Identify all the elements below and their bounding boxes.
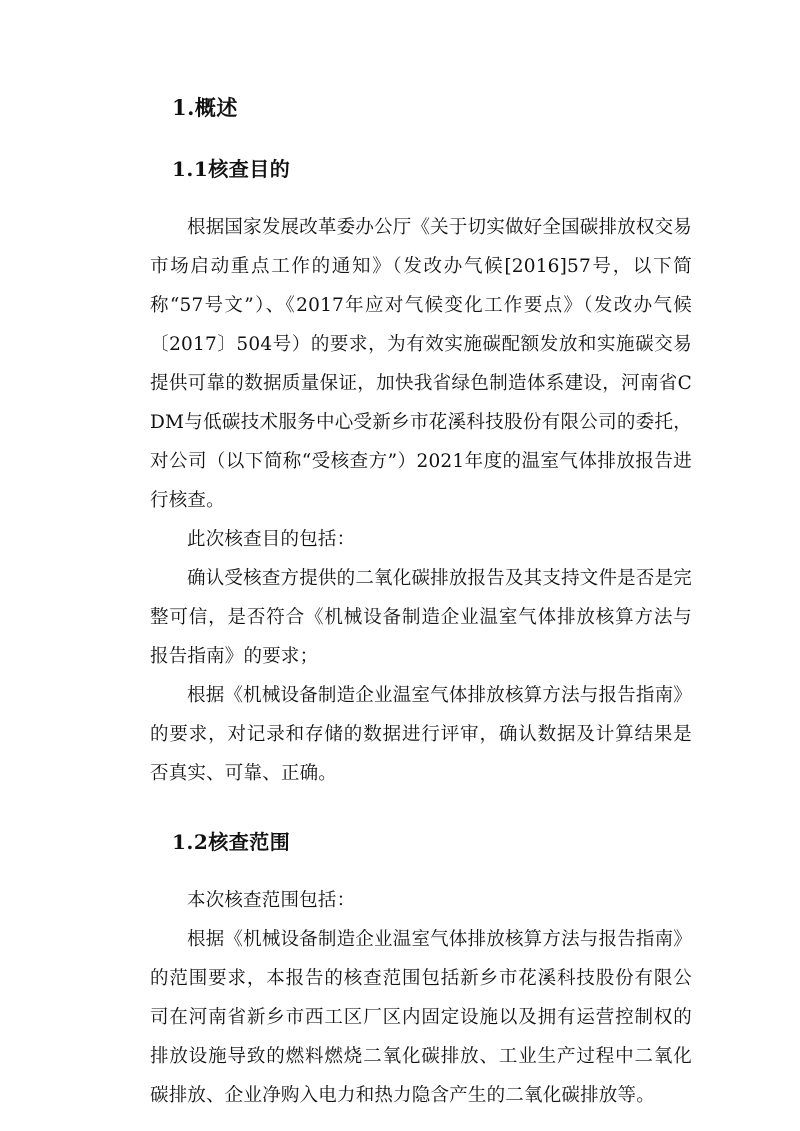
section-heading-overview: 1.概述: [172, 95, 238, 120]
document-body: [150, 92, 692, 1115]
paragraph: 根据国家发展改革委办公厅《关于切实做好全国碳排放权交易市场启动重点工作的通知》（发改办气候[2016]57号，以下简称“57号文”）、《2017年应对气候变化工作要点》（发改办气候〔2017〕504号）的要求，为有效实施碳配额发放和实施碳交易提供可靠的数据质量保证，加快我省绿色制造体系建设，河南省CDM与低碳技术服务中心受新乡市花溪科技股份有限公司的委托，对公司（以下简称“受核查方”）2021年度的温室气体排放报告进行核查。: [150, 216, 692, 511]
spacer: [150, 184, 692, 208]
paragraph: 根据《机械设备制造企业温室气体排放核算方法与报告指南》的要求，对记录和存储的数据进行评审，确认数据及计算结果是否真实、可靠、正确。: [150, 684, 692, 784]
spacer: [150, 124, 692, 154]
subsection-heading-verification-scope: 1.2核查范围: [172, 829, 291, 854]
paragraph: 根据《机械设备制造企业温室气体排放核算方法与报告指南》的范围要求，本报告的核查范围包括新乡市花溪科技股份有限公司在河南省新乡市西工区厂区内固定设施以及拥有运营控制权的排放设施导致的燃料燃烧二氧化碳排放、工业生产过程中二氧化碳排放、企业净购入电力和热力隐含产生的二氧化碳排放等。: [150, 928, 692, 1106]
paragraph: 此次核查目的包括：: [187, 528, 356, 550]
paragraph: 本次核查范围包括：: [187, 889, 356, 911]
subsection-heading-verification-purpose: 1.1核查目的: [172, 156, 291, 181]
paragraph: 确认受核查方提供的二氧化碳排放报告及其支持文件是否是完整可信，是否符合《机械设备制造企业温室气体排放核算方法与报告指南》的要求；: [150, 567, 692, 667]
spacer: [150, 793, 692, 827]
spacer: [150, 857, 692, 881]
